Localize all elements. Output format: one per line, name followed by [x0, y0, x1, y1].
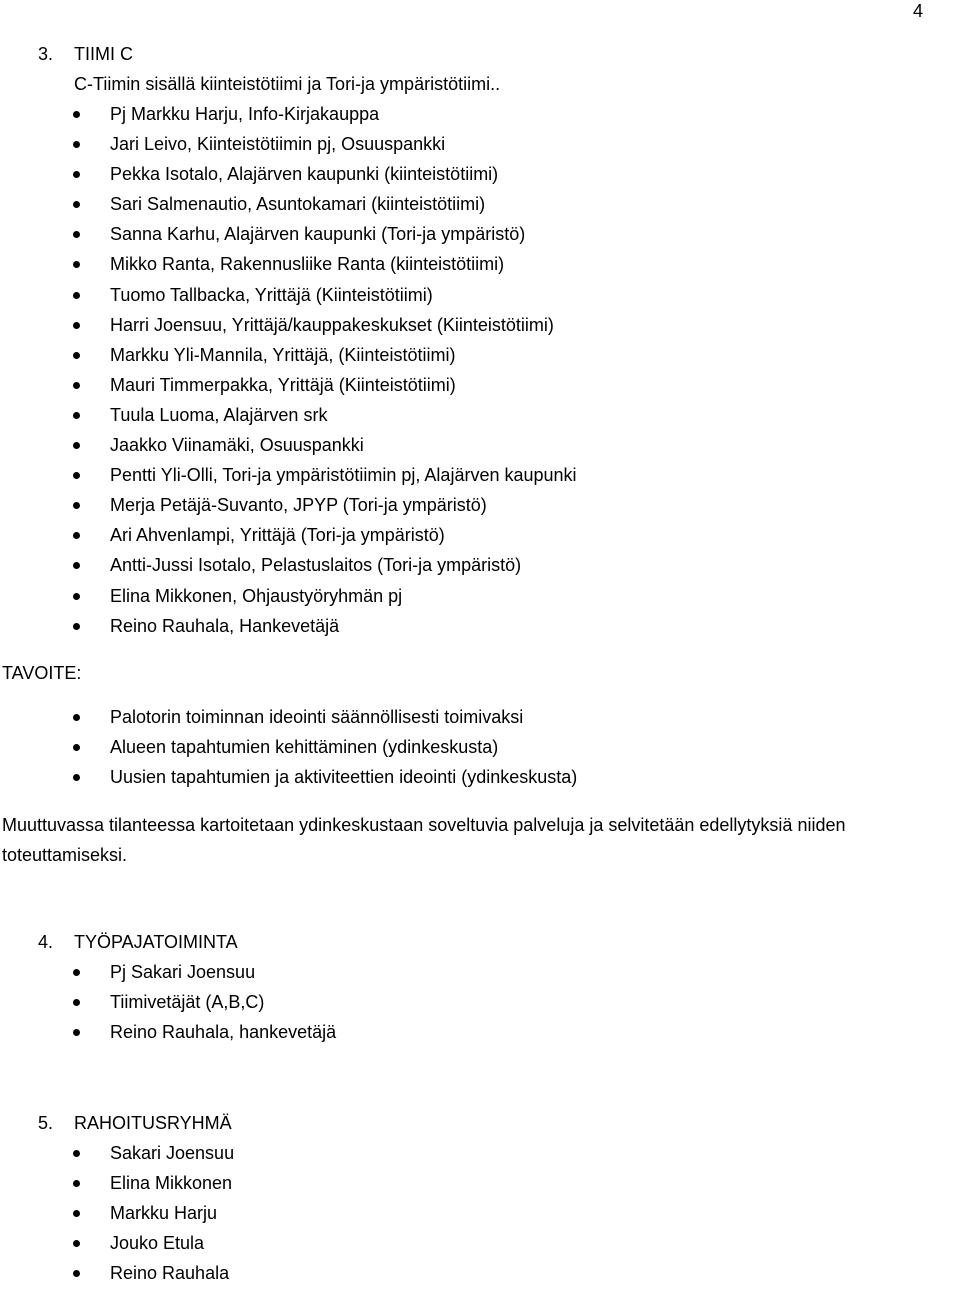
list-item-text: Markku Harju — [110, 1203, 218, 1224]
section-4-number: 4. — [38, 932, 54, 952]
bullet-icon — [73, 1150, 80, 1157]
bullet-icon — [73, 532, 80, 539]
list-item-text: Jaakko Viinamäki, Osuuspankki — [110, 435, 364, 456]
bullet-icon — [73, 442, 80, 449]
bullet-icon — [73, 562, 80, 569]
bullet-icon — [73, 382, 80, 389]
bullet-icon — [73, 999, 80, 1006]
bullet-icon — [73, 472, 80, 479]
list-item-text: Jari Leivo, Kiinteistötiimin pj, Osuuspankki — [110, 134, 446, 155]
bullet-icon — [73, 412, 80, 419]
bullet-icon — [73, 593, 80, 600]
list-item-text: Reino Rauhala, hankevetäjä — [110, 1022, 337, 1043]
list-item-text: Pj Markku Harju, Info-Kirjakauppa — [110, 104, 380, 124]
list-item-text: Mauri Timmerpakka, Yrittäjä (Kiinteistötiimi) — [110, 374, 456, 395]
list-item-text: Markku Yli-Mannila, Yrittäjä, (Kiinteistötiimi) — [110, 344, 456, 365]
page-number: 4 — [913, 1, 924, 21]
list-item-text: Sari Salmenautio, Asuntokamari (kiinteistötiimi) — [110, 194, 486, 215]
bullet-icon — [73, 623, 80, 630]
section-3-intro: C-Tiimin sisällä kiinteistötiimi ja Tori-ja ympäristötiimi.. — [74, 74, 501, 94]
bullet-icon — [73, 141, 80, 148]
bullet-icon — [73, 774, 80, 781]
bullet-icon — [73, 744, 80, 751]
bullet-icon — [73, 1240, 80, 1247]
list-item-text: Tuula Luoma, Alajärven srk — [110, 404, 328, 425]
list-item-text: Reino Rauhala — [110, 1263, 230, 1284]
list-item-text: Merja Petäjä-Suvanto, JPYP (Tori-ja ympäristö) — [110, 495, 487, 516]
section-3-number: 3. — [38, 44, 54, 64]
bullet-icon — [73, 502, 80, 509]
bullet-icon — [73, 1270, 80, 1277]
list-item-text: Uusien tapahtumien ja aktiviteettien ideointi (ydinkeskusta) — [110, 767, 578, 788]
goal-label: TAVOITE: — [2, 663, 82, 683]
bullet-icon — [73, 261, 80, 268]
list-item-text: Harri Joensuu, Yrittäjä/kauppakeskukset (Kiinteistötiimi) — [110, 314, 554, 335]
list-item-text: Elina Mikkonen, Ohjaustyöryhmän pj — [110, 585, 403, 606]
list-item-text: Reino Rauhala, Hankevetäjä — [110, 615, 340, 636]
section-3-paragraph: Muuttuvassa tilanteessa kartoitetaan ydinkeskustaan soveltuvia palveluja ja selvitetään edellytyksiä niiden toteuttamiseksi. — [2, 815, 846, 865]
bullet-icon — [73, 1210, 80, 1217]
list-item-text: Palotorin toiminnan ideointi säännöllisesti toimivaksi — [110, 707, 524, 727]
section-5-number: 5. — [38, 1113, 54, 1133]
list-item-text: Sanna Karhu, Alajärven kaupunki (Tori-ja ympäristö) — [110, 224, 526, 245]
list-item-text: Tiimivetäjät (A,B,C) — [110, 992, 265, 1013]
list-item-text: Jouko Etula — [110, 1233, 205, 1254]
list-item-text: Mikko Ranta, Rakennusliike Ranta (kiinteistötiimi) — [110, 254, 505, 275]
bullet-icon — [73, 969, 80, 976]
bullet-icon — [73, 1029, 80, 1036]
section-5-title: RAHOITUSRYHMÄ — [74, 1113, 232, 1133]
list-item-text: Ari Ahvenlampi, Yrittäjä (Tori-ja ympäristö) — [110, 525, 445, 546]
list-item-text: Pekka Isotalo, Alajärven kaupunki (kiinteistötiimi) — [110, 164, 499, 185]
bullet-icon — [73, 1180, 80, 1187]
list-item-text: Antti-Jussi Isotalo, Pelastuslaitos (Tori-ja ympäristö) — [110, 555, 522, 576]
section-4-title: TYÖPAJATOIMINTA — [74, 932, 238, 952]
list-item-text: Pj Sakari Joensuu — [110, 962, 256, 982]
list-item-text: Alueen tapahtumien kehittäminen (ydinkeskusta) — [110, 737, 499, 758]
bullet-icon — [73, 292, 80, 299]
bullet-icon — [73, 714, 80, 721]
bullet-icon — [73, 171, 80, 178]
bullet-icon — [73, 201, 80, 208]
list-item-text: Elina Mikkonen — [110, 1173, 233, 1194]
bullet-icon — [73, 352, 80, 359]
list-item-text: Tuomo Tallbacka, Yrittäjä (Kiinteistötiimi) — [110, 284, 433, 305]
section-3-title: TIIMI C — [74, 44, 133, 64]
list-item-text: Sakari Joensuu — [110, 1143, 235, 1163]
bullet-icon — [73, 231, 80, 238]
bullet-icon — [73, 111, 80, 118]
list-item-text: Pentti Yli-Olli, Tori-ja ympäristötiimin pj, Alajärven kaupunki — [110, 465, 577, 486]
bullet-icon — [73, 322, 80, 329]
